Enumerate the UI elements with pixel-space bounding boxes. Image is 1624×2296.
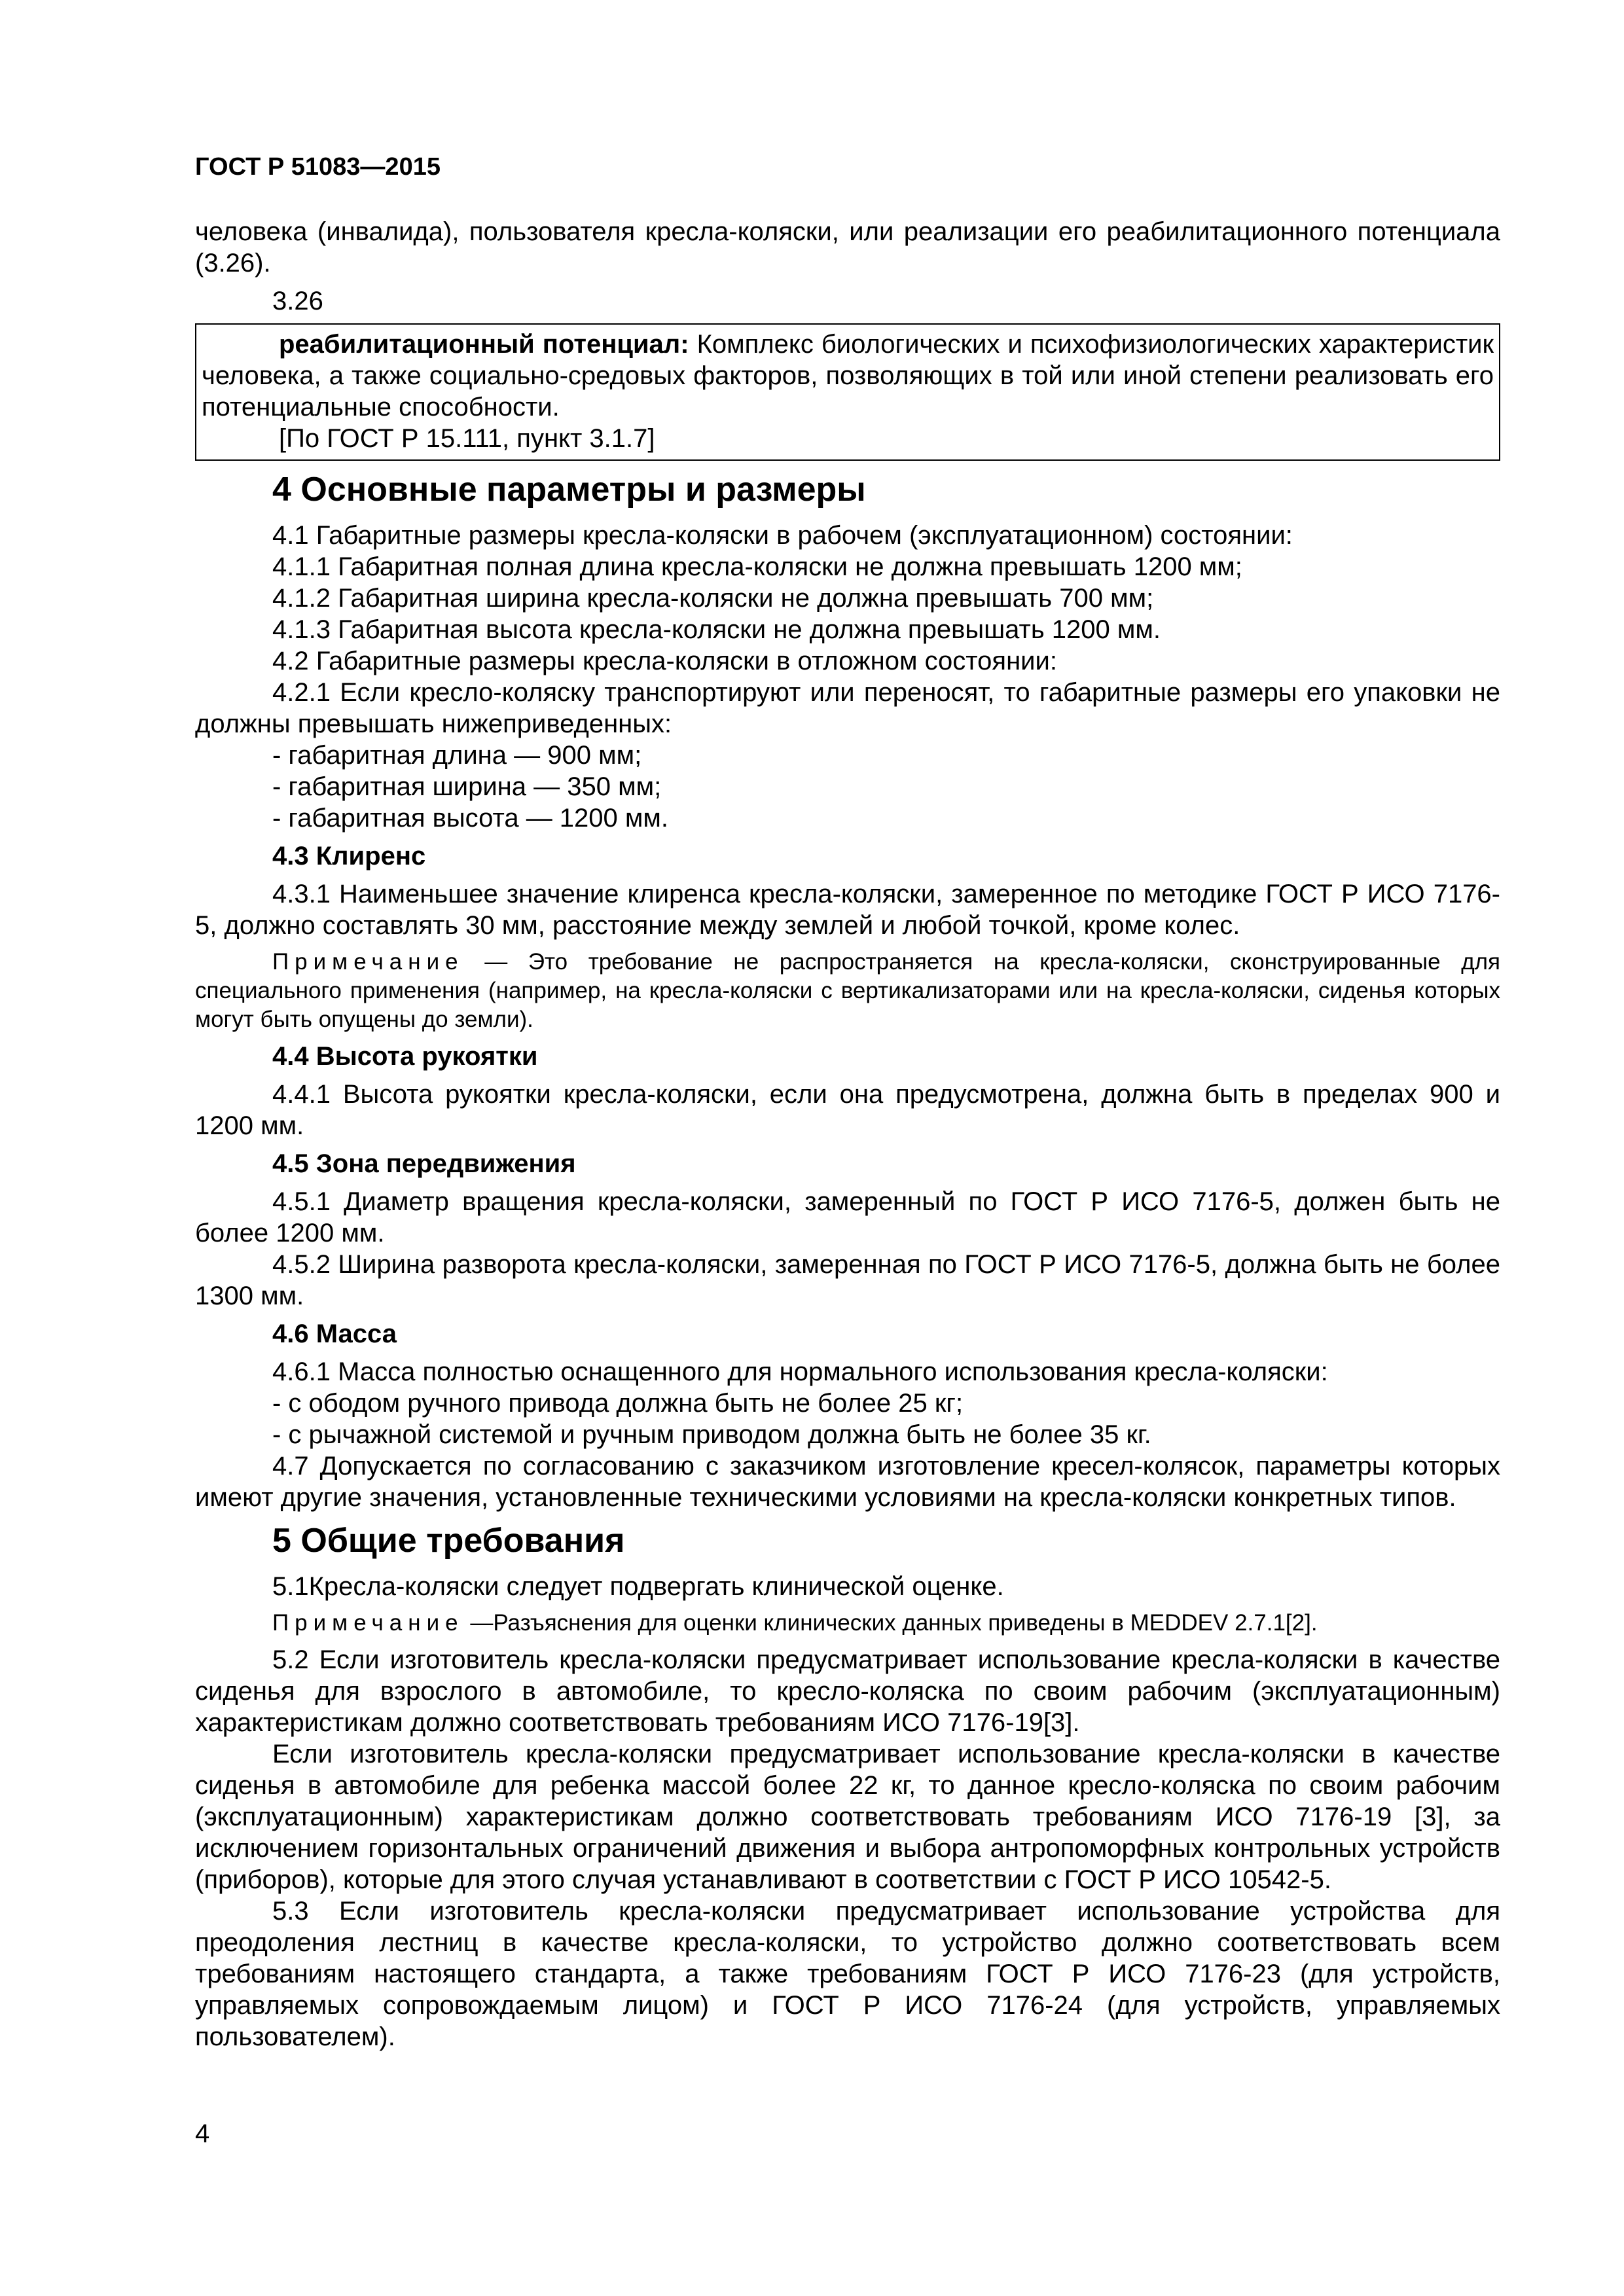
paragraph-4-1-1: 4.1.1 Габаритная полная длина кресла-коляски не должна превышать 1200 мм; (272, 552, 1242, 581)
subsection-4-6-title: 4.6 Масса (272, 1319, 397, 1348)
paragraph-4-5-1: 4.5.1 Диаметр вращения кресла-коляски, замеренный по ГОСТ Р ИСО 7176-5, должен быть не более 1200 мм. (195, 1187, 1500, 1247)
list-item-width: - габаритная ширина — 350 мм; (272, 772, 662, 801)
paragraph-continuation: человека (инвалида), пользователя кресла-коляски, или реализации его реабилитационного потенциала (3.26). (195, 217, 1500, 278)
section-4-title: 4 Основные параметры и размеры (272, 471, 866, 509)
list-item-height: - габаритная высота — 1200 мм. (272, 804, 669, 833)
subsection-4-5-title: 4.5 Зона передвижения (272, 1149, 576, 1178)
page-content (195, 216, 1500, 2053)
paragraph-4-3-1: 4.3.1 Наименьшее значение клиренса кресла-коляски, замеренное по методике ГОСТ Р ИСО 7176-5, должно составлять 30 мм, расстояние между землей и любой точкой, кроме колес. (195, 880, 1500, 940)
paragraph-4-2-1: 4.2.1 Если кресло-коляску транспортируют или переносят, то габаритные размеры его упаковки не должны превышать нижеприведенных: (195, 678, 1500, 738)
paragraph-4-4-1: 4.4.1 Высота рукоятки кресла-коляски, если она предусмотрена, должна быть в пределах 900 и 1200 мм. (195, 1080, 1500, 1140)
paragraph-4-1-2: 4.1.2 Габаритная ширина кресла-коляски не должна превышать 700 мм; (272, 584, 1154, 613)
paragraph-4-6-1: 4.6.1 Масса полностью оснащенного для нормального использования кресла-коляски: (272, 1357, 1328, 1386)
paragraph-4-7: 4.7 Допускается по согласованию с заказчиком изготовление кресел-колясок, параметры которых имеют другие значения, установленные техническими условиями на кресла-коляски конкретных типов. (195, 1452, 1500, 1512)
definition-box (195, 323, 1500, 461)
definition-term: реабилитационный потенциал: (279, 330, 689, 359)
paragraph-4-2: 4.2 Габаритные размеры кресла-коляски в отложном состоянии: (272, 647, 1057, 675)
note-4-3: Примечание — Это требование не распространяется на кресла-коляски, сконструированные для специального применения (например, на кресла-коляски с вертикализаторами или на кресла-коляски, сиденья которых могут быть опущены до земли). (195, 949, 1500, 1032)
subsection-4-3-title: 4.3 Клиренс (272, 842, 426, 870)
page-number: 4 (195, 2119, 210, 2148)
list-item-length: - габаритная длина — 900 мм; (272, 741, 642, 770)
subsection-4-4-title: 4.4 Высота рукоятки (272, 1042, 538, 1071)
list-item-rim-drive: - с ободом ручного привода должна быть не более 25 кг; (272, 1389, 964, 1418)
paragraph-4-1-3: 4.1.3 Габаритная высота кресла-коляски не должна превышать 1200 мм. (272, 615, 1161, 644)
paragraph-5-1: 5.1Кресла-коляски следует подвергать клинической оценке. (272, 1572, 1004, 1601)
header-standard-code: ГОСТ Р 51083—2015 (195, 153, 441, 181)
paragraph-4-1: 4.1 Габаритные размеры кресла-коляски в рабочем (эксплуатационном) состоянии: (272, 521, 1293, 550)
paragraph-5-2: 5.2 Если изготовитель кресла-коляски предусматривает использование кресла-коляски в качестве сиденья для взрослого в автомобиле, то кресло-коляска по своим рабочим (эксплуатационным) характеристикам должно соответствовать требованиям ИСО 7176-19[3]. (195, 1645, 1500, 1737)
list-item-lever-drive: - с рычажной системой и ручным приводом должна быть не более 35 кг. (272, 1420, 1151, 1449)
note-5-1: Примечание —Разъяснения для оценки клинических данных приведены в MEDDEV 2.7.1[2]. (272, 1610, 1318, 1636)
section-5-title: 5 Общие требования (272, 1522, 625, 1560)
term-number: 3.26 (272, 287, 323, 315)
paragraph-5-2-child-seat: Если изготовитель кресла-коляски предусматривает использование кресла-коляски в качестве сиденья в автомобиле для ребенка массой более 22 кг, то данное кресло-коляска по своим рабочим (эксплуатационным) характеристикам должно соответствовать требованиям ИСО 7176-19 [3], за исключением горизонтальных ограничений движения и выбора антропоморфных контрольных устройств (приборов), которые для этого случая устанавливают в соответствии с ГОСТ Р ИСО 10542-5. (195, 1740, 1500, 1894)
definition-text: реабилитационный потенциал: Комплекс биологических и психофизиологических характеристик человека, а также социально-средовых факторов, позволяющих в той или иной степени реализовать его потенциальные способности. (202, 330, 1494, 422)
paragraph-5-3: 5.3 Если изготовитель кресла-коляски предусматривает использование устройства для преодоления лестниц в качестве кресла-коляски, то устройство должно соответствовать всем требованиям настоящего стандарта, а также требованиям ГОСТ Р ИСО 7176-23 (для устройств, управляемых сопровождаемым лицом) и ГОСТ Р ИСО 7176-24 (для устройств, управляемых пользователем). (195, 1897, 1500, 2051)
definition-source: [По ГОСТ Р 15.111, пункт 3.1.7] (279, 424, 655, 453)
paragraph-4-5-2: 4.5.2 Ширина разворота кресла-коляски, замеренная по ГОСТ Р ИСО 7176-5, должна быть не более 1300 мм. (195, 1250, 1500, 1310)
